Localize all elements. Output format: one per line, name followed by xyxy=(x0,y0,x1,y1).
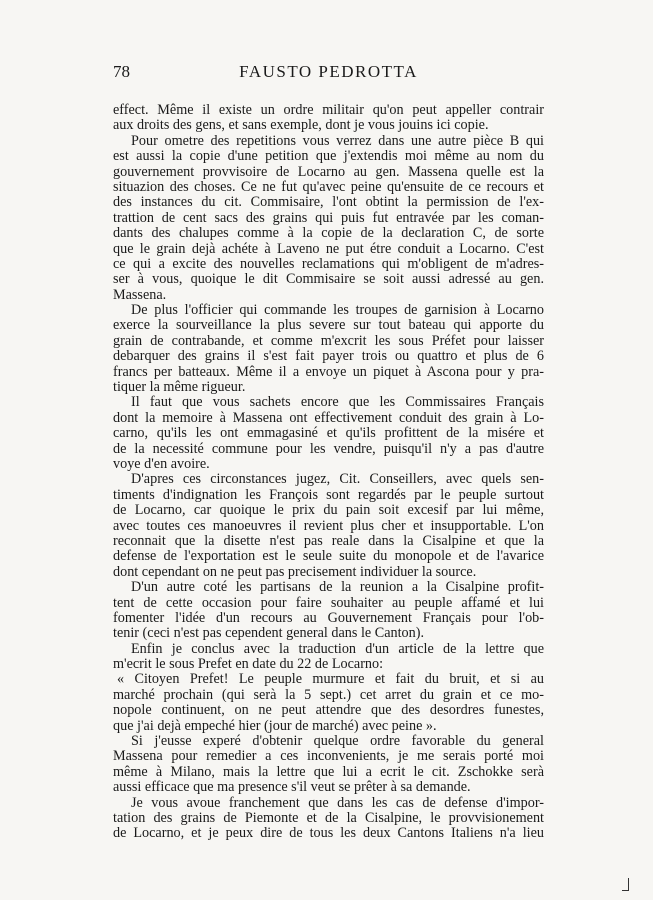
paragraph-start-line: Je vous avoue franchement que dans les cas de defense d'impor- xyxy=(131,795,544,811)
body-text xyxy=(113,103,544,842)
text-line: avec toutes ces manoeuvres il revient plus cher et insupportable. L'on xyxy=(113,518,544,534)
text-line: de Locarno, et je peux dire de tous les deux Cantons Italiens n'a lieu xyxy=(113,826,544,842)
text-line: gouvernement provvisoire de Locarno au gen. Massena quelle est la xyxy=(113,164,544,180)
text-line: reconnait que la disette n'est pas reale dans la Cisalpine et que la xyxy=(113,533,544,549)
text-line: situazion des choses. Ce ne fut qu'avec peine qu'ensuite de ce recours et xyxy=(113,179,544,195)
text-line: tation des grains de Piemonte et de la Cisalpine, le provvisionement xyxy=(113,810,544,826)
text-line: dants des chalupes comme à la copie de la declaration C, de sorte xyxy=(113,226,544,242)
text-line: ser à vous, quoique le dit Commisaire se soit aussi adressé au gen. xyxy=(113,272,544,288)
text-line: même à Milano, mais la lettre que lui a ecrit le cit. Zschokke serà xyxy=(113,764,544,780)
paragraph-start-line: De plus l'officier qui commande les troupes de garnision à Locarno xyxy=(131,303,544,319)
text-line: aussi efficace que ma presence s'il veut se prêter à sa demande. xyxy=(113,780,471,796)
text-line: tenir (ceci n'est pas cependent general dans le Canton). xyxy=(113,626,425,642)
crop-corner-mark xyxy=(622,878,629,891)
text-line: que le grain dejà achéte à Laveno ne put étre conduit a Locarno. C'est xyxy=(113,241,544,257)
running-head: FAUSTO PEDROTTA xyxy=(239,62,418,81)
page-header xyxy=(113,62,544,84)
quote-line: marché prochain (qui serà la 5 sept.) cet arret du grain et ce mo- xyxy=(113,687,544,703)
text-line: grain de contrabande, et comme m'excrit les sous Préfet pour laisser xyxy=(113,333,544,349)
paragraph-start-line: Il faut que vous sachets encore que les Commissaires Français xyxy=(131,395,544,411)
paragraph-start-line: Enfin je conclus avec la traduction d'un article de la lettre que xyxy=(131,641,544,657)
text-line: tent de cette occasion pour faire souhaiter au peuple affamé et lui xyxy=(113,595,544,611)
quote-line: que j'ai dejà empeché hier (jour de marché) avec peine ». xyxy=(113,718,437,734)
text-line: voye d'en avoire. xyxy=(113,456,210,472)
text-line: tiquer la même rigueur. xyxy=(113,380,246,396)
text-line: dont la memoire à Massena ont effectivement conduit des grain à Lo- xyxy=(113,410,544,426)
text-line: debarquer des grains il s'est fait payer trois ou quattro et plus de 6 xyxy=(113,349,544,365)
text-line: Massena. xyxy=(113,287,167,303)
text-line: m'ecrit le sous Prefet en date du 22 de Locarno: xyxy=(113,657,384,673)
text-line: carno, qu'ils les ont emmagasiné et qu'ils profittent de la misére et xyxy=(113,426,544,442)
text-line: aux droits des gens, et sans exemple, dont je vous jouins ici copie. xyxy=(113,118,489,134)
text-line: defense de l'exportation est le seule suite du monopole et de l'avarice xyxy=(113,549,544,565)
text-line: timents d'indignation les François sont regardés par le peuple surtout xyxy=(113,487,544,503)
text-line: ce qui a excite des nouvelles reclamations qui m'obligent de m'adres- xyxy=(113,256,544,272)
text-line: trattion de cent sacs des grains qui puis fut entravée par les coman- xyxy=(113,210,544,226)
text-line: fomenter l'idée d'un recours au Gouvernement Français pour l'ob- xyxy=(113,610,544,626)
text-line: effect. Même il existe un ordre militair qu'on peut appeller contrair xyxy=(113,103,544,118)
quote-line: nopole continuent, on ne peut attendre que des desordres funestes, xyxy=(113,703,544,719)
text-line: de Locarno, car quoique le prix du pain soit excesif par lui même, xyxy=(113,503,544,519)
paragraph-start-line: D'apres ces circonstances jugez, Cit. Conseillers, avec quels sen- xyxy=(131,472,544,488)
text-line: Massena pour remedier a ces inconvenients, je me serais porté moi xyxy=(113,749,544,765)
text-line: des instances du cit. Commisaire, l'ont obtint la permission de l'ex- xyxy=(113,195,544,211)
paragraph-start-line: D'un autre coté les partisans de la reunion a la Cisalpine profit- xyxy=(131,580,544,596)
paragraph-start-line: Pour ometre des repetitions vous verrez dans une autre pièce B qui xyxy=(131,133,544,149)
text-line: de la necessité commune pour les vendre, puisqu'il n'y a pas d'autre xyxy=(113,441,544,457)
text-line: francs per batteaux. Même il a envoye un piquet à Ascona pour y pra- xyxy=(113,364,544,380)
paragraph-start-line: Si j'eusse experé d'obtenir quelque ordre favorable du general xyxy=(131,734,544,750)
text-line: est aussi la copie d'une petition que j'extendis moi même au nom du xyxy=(113,149,544,165)
text-line: exerce la sourveillance la plus severe sur tout bateau qui apporte du xyxy=(113,318,544,334)
page-number: 78 xyxy=(113,62,130,81)
quote-line: « Citoyen Prefet! Le peuple murmure et fait du bruit, et si au xyxy=(117,672,544,688)
text-line: dont cependant on ne peut pas precisement individuer la source. xyxy=(113,564,477,580)
